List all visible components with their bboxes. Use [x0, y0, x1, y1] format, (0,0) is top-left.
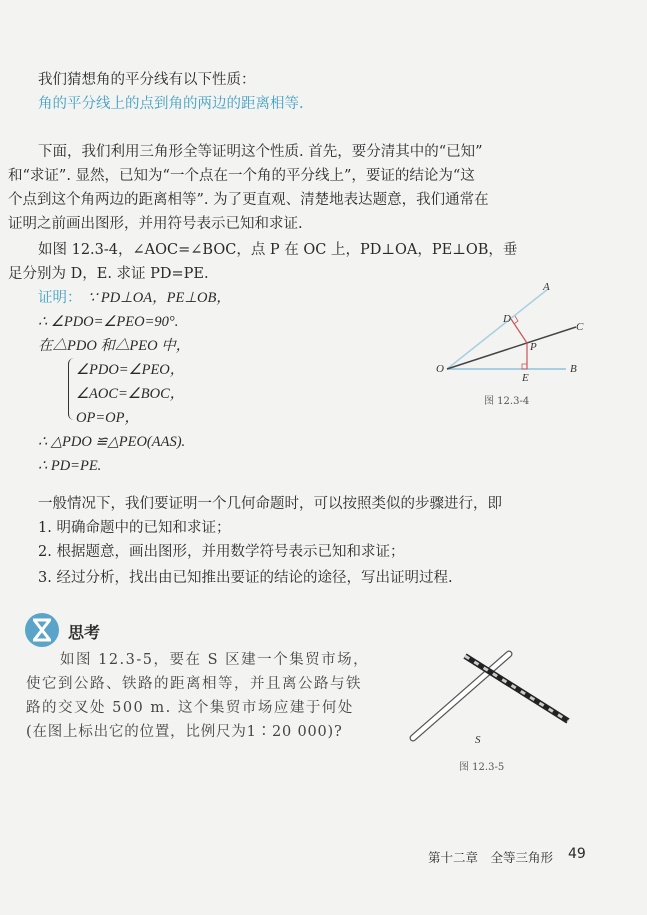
- question-line: 如图 12.3-5，要在 S 区建一个集贸市场，: [60, 652, 370, 668]
- label-e: E: [522, 372, 529, 384]
- proof-label: 证明：: [38, 290, 82, 306]
- label-o: O: [436, 363, 444, 375]
- step-item: 1. 明确命题中的已知和求证；: [38, 520, 231, 536]
- page-number: 49: [568, 846, 586, 862]
- think-icon: [24, 612, 60, 648]
- right-angle-d: [514, 316, 518, 324]
- proof-line: ∴ PD=PE.: [38, 458, 102, 474]
- segment-pd: [511, 319, 527, 343]
- steps-intro: 一般情况下，我们要证明一个几何命题时，可以按照类似的步骤进行，即: [38, 496, 502, 512]
- label-s: S: [475, 734, 481, 746]
- question-line: 路的交叉处 500 m. 这个集贸市场应建于何处: [26, 700, 354, 716]
- label-a: A: [543, 281, 550, 293]
- figure-12-3-5: [405, 640, 575, 750]
- ray-oc: [447, 327, 576, 369]
- think-title: 思考: [68, 623, 101, 642]
- footer-chapter: 第十二章 全等三角形: [428, 850, 554, 865]
- proof-line: ∵ PD⊥OA，PE⊥OB，: [88, 290, 231, 306]
- intro-line: 我们猜想角的平分线有以下性质：: [38, 72, 256, 88]
- paragraph-line: 足分别为 D，E. 求证 PD=PE.: [8, 266, 209, 282]
- label-p: P: [530, 341, 537, 353]
- paragraph-line: 和“求证”. 显然，已知为“一个点在一个角的平分线上”，要证的结论为“这: [8, 168, 475, 184]
- proof-line: ∠PDO=∠PEO，: [76, 362, 185, 378]
- proof-line: OP=OP，: [76, 410, 139, 426]
- proof-line: ∴ ∠PDO=∠PEO=90°.: [38, 314, 179, 330]
- paragraph-line: 下面，我们利用三角形全等证明这个性质. 首先，要分清其中的“已知”: [38, 144, 483, 160]
- paragraph-line: 如图 12.3-4，∠AOC=∠BOC，点 P 在 OC 上，PD⊥OA，PE⊥OB，垂: [38, 242, 518, 258]
- road-fill: [413, 654, 509, 738]
- brace: [68, 358, 75, 420]
- proof-line: 在△PDO 和△PEO 中，: [38, 338, 191, 354]
- property-statement: 角的平分线上的点到角的两边的距离相等.: [38, 96, 304, 112]
- paragraph-line: 个点到这个角两边的距离相等”. 为了更直观、清楚地表达题意，我们通常在: [8, 192, 489, 208]
- proof-line: ∴ △PDO ≌△PEO(AAS).: [38, 434, 186, 450]
- ray-oa: [447, 289, 548, 369]
- question-line: 使它到公路、铁路的距离相等，并且离公路与铁: [26, 676, 362, 692]
- figure-caption: 图 12.3-4: [484, 396, 530, 407]
- label-b: B: [570, 363, 577, 375]
- label-d: D: [503, 313, 511, 325]
- paragraph-line: 证明之前画出图形，并用符号表示已知和求证.: [8, 216, 303, 232]
- step-item: 3. 经过分析，找出由已知推出要证的结论的途径，写出证明过程.: [38, 570, 453, 586]
- proof-line: ∠AOC=∠BOC，: [76, 386, 185, 402]
- figure-caption: 图 12.3-5: [459, 762, 505, 773]
- step-item: 2. 根据题意，画出图形，并用数学符号表示已知和求证；: [38, 544, 405, 560]
- figure-12-3-4: [430, 280, 600, 385]
- label-c: C: [576, 321, 584, 333]
- question-line: (在图上标出它的位置，比例尺为1∶20 000)?: [26, 724, 343, 740]
